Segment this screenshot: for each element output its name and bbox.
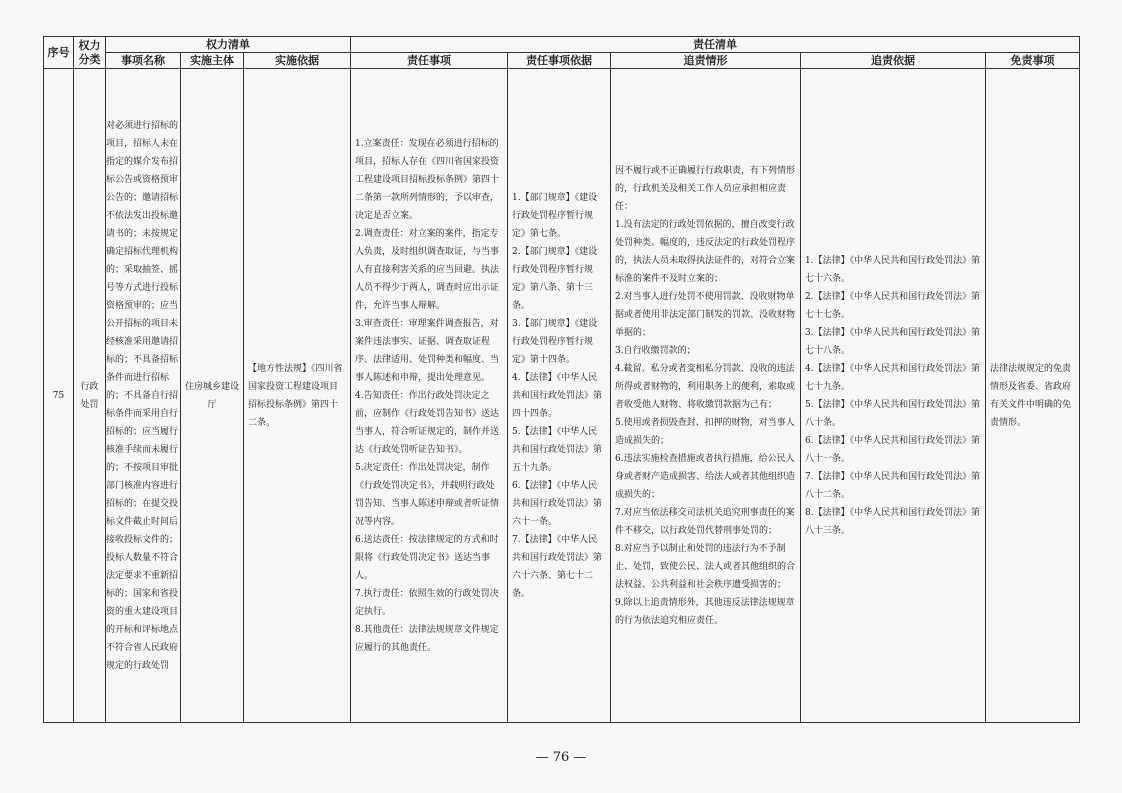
resp-basis-cell: [508, 69, 611, 723]
list-item: 7.执行责任：依照生效的行政处罚决定执行。: [355, 588, 499, 617]
header-seq: 序号: [44, 37, 74, 69]
header-subject: 实施主体: [181, 53, 244, 69]
table-row: [44, 69, 1080, 723]
list-item: 8.其他责任：法律法规规章文件规定应履行的其他责任。: [355, 624, 499, 653]
list-item: 2.【部门规章】《建设行政处罚程序暂行规定》第八条、第十三条。: [512, 246, 598, 311]
list-item: 2.【法律】《中华人民共和国行政处罚法》第七十七条。: [805, 291, 981, 320]
subject-cell: 住房城乡建设厅: [181, 69, 244, 723]
list-item: 9.除以上追责情形外，其他违反法律法规规章的行为依法追究相应责任。: [615, 597, 795, 626]
list-item: 3.审查责任：审理案件调查报告，对案件违法事实、证据、调查取证程序、法律适用、处罚种类和幅度、当事人陈述和申辩，提出处理意见。: [355, 318, 500, 383]
list-item: 8.对应当予以制止和处罚的违法行为不予制止、处罚，致使公民、法人或者其他组织的合法权益、公共利益和社会秩序遭受损害的；: [615, 543, 796, 590]
list-item: 7.【法律】《中华人民共和国行政处罚法》第八十二条。: [805, 471, 981, 500]
seq-cell: 75: [44, 69, 74, 723]
header-acc-basis: 追责依据: [801, 53, 986, 69]
list-item: 4.【法律】《中华人民共和国行政处罚法》第七十九条。: [805, 363, 981, 392]
list-item: 7.对应当依法移交司法机关追究刑事责任的案件不移交，以行政处罚代替刑事处罚的；: [615, 507, 795, 536]
list-item: 5.【法律】《中华人民共和国行政处罚法》第八十条。: [805, 399, 981, 428]
header-category: 权力分类: [74, 37, 106, 69]
page-number: — 76 —: [535, 750, 587, 765]
item-name-cell: 对必须进行招标的项目，招标人未在指定的媒介发布招标公告或资格预审公告的；邀请招标不依法发出投标邀请书的；未按规定确定招标代理机构的；采取抽签、摇号等方式进行投标资格预审的；应当公开招标的项目未经核准采用邀请招标的；不具备招标条件而进行招标的；不具备自行招标条件而采用自行招标的；应当履行核准手续而未履行的；不按项目审批部门核准内容进行招标的；在提交投标文件截止时间后接收投标文件的；投标人数量不符合法定要求不重新招标的；国家和省投资的重大建设项目的开标和评标地点不符合省人民政府规定的行政处罚: [106, 69, 181, 723]
list-item: 因不履行或不正确履行行政职责，有下列情形的，行政机关及相关工作人员应承担相应责任：: [615, 165, 796, 212]
list-item: 4.截留、私分或者变相私分罚款、没收的违法所得或者财物的，利用职务上的便利，索取或者收受他人财物、将收缴罚款据为己有；: [615, 363, 796, 410]
list-item: 5.【法律】《中华人民共和国行政处罚法》第五十九条。: [512, 426, 603, 473]
list-item: 1.立案责任：发现在必须进行招标的项目，招标人存在《四川省国家投资工程建设项目招标投标条例》第四十二条第一款所列情形的，予以审查，决定是否立案。: [355, 138, 500, 221]
exemption-cell: 法律法规规定的免责情形及省委、省政府有关文件中明确的免责情形。: [986, 69, 1080, 723]
list-item: 3.【部门规章】《建设行政处罚程序暂行规定》第十四条。: [512, 318, 598, 365]
accountability-cell: [611, 69, 801, 723]
list-item: 3.【法律】《中华人民共和国行政处罚法》第七十八条。: [805, 327, 981, 356]
list-item: 1.没有法定的行政处罚依据的，擅自改变行政处罚种类、幅度的，违反法定的行政处罚程序的，执法人员未取得执法证件的，对符合立案标准的案件不及时立案的；: [615, 219, 796, 284]
header-exemption: 免责事项: [986, 53, 1080, 69]
list-item: 6.【法律】《中华人民共和国行政处罚法》第八十一条。: [805, 435, 981, 464]
header-accountability: 追责情形: [611, 53, 801, 69]
list-item: 4.告知责任：作出行政处罚决定之前，应制作《行政处罚告知书》送达当事人，符合听证规定的，制作并送达《行政处罚听证告知书》。: [355, 390, 500, 455]
list-item: 6.送达责任：按法律规定的方式和时限将《行政处罚决定书》送达当事人。: [355, 534, 499, 581]
resp-items-cell: [351, 69, 508, 723]
list-item: 2.调查责任：对立案的案件，指定专人负责，及时组织调查取证，与当事人有直接利害关系的应当回避。执法人员不得少于两人，调查时应出示证件，允许当事人辩解。: [355, 228, 500, 311]
list-item: 5.使用或者损毁查封、扣押的财物，对当事人造成损失的；: [615, 417, 795, 446]
header-responsibility-list: 责任清单: [351, 37, 1080, 53]
header-power-list: 权力清单: [106, 37, 351, 53]
list-item: 5.决定责任：作出处罚决定，制作《行政处罚决定书》，并载明行政处罚告知、当事人陈述申辩或者听证情况等内容。: [355, 462, 500, 527]
list-item: 7.【法律】《中华人民共和国行政处罚法》第六十六条、第七十二条。: [512, 534, 603, 599]
list-item: 3.自行收缴罚款的；: [615, 345, 696, 356]
list-item: 6.违法实施检查措施或者执行措施，给公民人身或者财产造成损害、给法人或者其他组织造成损失的；: [615, 453, 796, 500]
list-item: 1.【部门规章】《建设行政处罚程序暂行规定》第七条。: [512, 192, 598, 239]
list-item: 6.【法律】《中华人民共和国行政处罚法》第六十一条。: [512, 480, 603, 527]
list-item: 1.【法律】《中华人民共和国行政处罚法》第七十六条。: [805, 255, 981, 284]
list-item: 8.【法律】《中华人民共和国行政处罚法》第八十三条。: [805, 507, 981, 536]
header-resp-items: 责任事项: [351, 53, 508, 69]
basis-cell: 【地方性法规】《四川省国家投资工程建设项目招标投标条例》第四十二条。: [244, 69, 351, 723]
header-item-name: 事项名称: [106, 53, 181, 69]
power-responsibility-table: [43, 36, 1080, 723]
category-cell: 行政处罚: [74, 69, 106, 723]
list-item: 4.【法律】《中华人民共和国行政处罚法》第四十四条。: [512, 372, 603, 419]
header-basis: 实施依据: [244, 53, 351, 69]
header-resp-basis: 责任事项依据: [508, 53, 611, 69]
acc-basis-cell: [801, 69, 986, 723]
list-item: 2.对当事人进行处罚不使用罚款、没收财物单据或者使用非法定部门制发的罚款、没收财物单据的；: [615, 291, 796, 338]
